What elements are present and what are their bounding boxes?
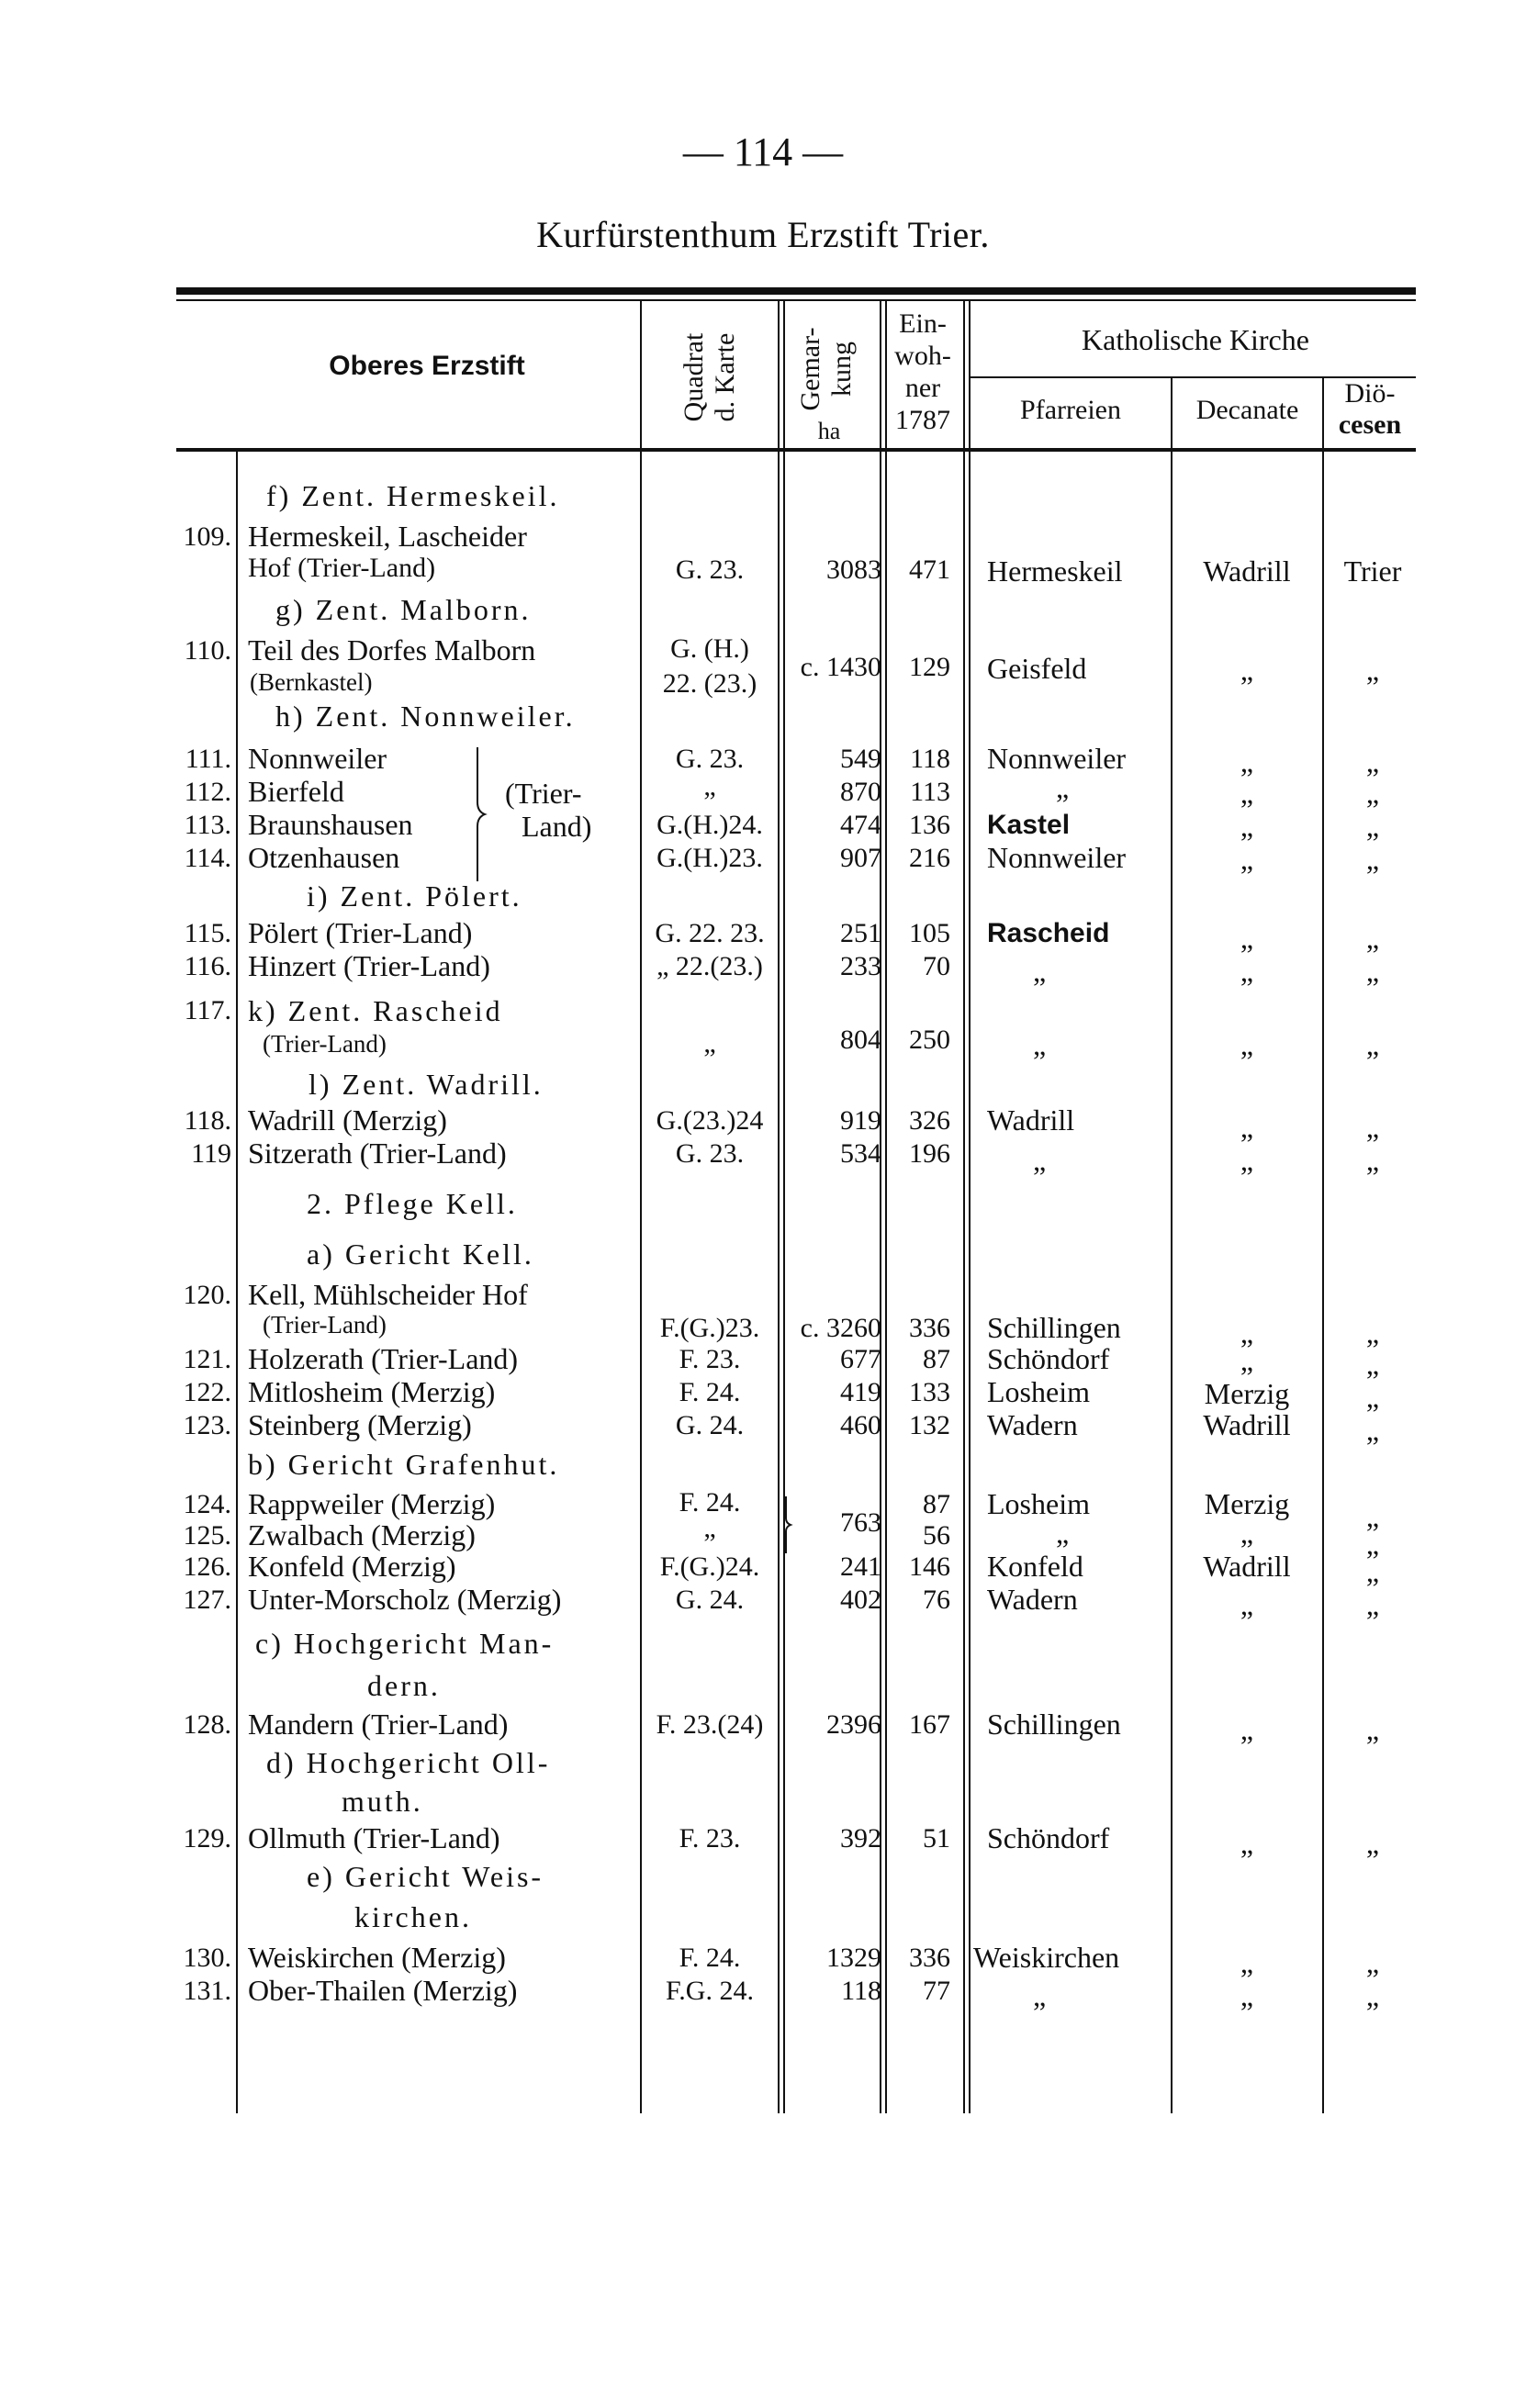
section-heading: h) Zent. Nonnweiler.: [275, 700, 576, 733]
place-name: Bierfeld: [248, 775, 344, 808]
place-name: Nonnweiler: [248, 742, 387, 775]
pfarrei-cell: Wadern: [987, 1583, 1078, 1616]
pfarrei-cell: Losheim: [987, 1375, 1090, 1408]
section-heading: dern.: [367, 1669, 441, 1702]
gemarkung-cell: 919: [840, 1105, 881, 1136]
dioecese-cell: „: [1365, 1144, 1380, 1177]
gemarkung-cell: 419: [840, 1377, 881, 1407]
header-gemarkung-line2: kung: [826, 342, 857, 397]
einwohner-cell: 56: [923, 1520, 950, 1551]
header-einwohner-line4: 1787: [895, 405, 950, 435]
quadrat-cell: G. 23.: [675, 744, 745, 774]
pfarrei-cell: Rascheid: [987, 918, 1110, 948]
quadrat-cell: G. 23.: [675, 554, 745, 585]
place-name: Teil des Dorfes Malborn: [248, 633, 536, 666]
quadrat-cell: G. 22. 23.: [655, 918, 765, 948]
page-number: — 114 —: [682, 129, 844, 174]
einwohner-cell: 87: [923, 1489, 950, 1519]
place-name: Holzerath (Trier-Land): [248, 1342, 519, 1375]
row-number: 120.: [183, 1280, 231, 1310]
header-quadrat: [679, 304, 741, 451]
place-name: Mitlosheim (Merzig): [248, 1375, 496, 1408]
header-rule-thick: [176, 287, 1416, 295]
pfarrei-cell: Nonnweiler: [987, 841, 1127, 874]
quadrat-cell: F.G. 24.: [666, 1976, 754, 2006]
header-oberes-erzstift: Oberes Erzstift: [329, 351, 525, 381]
quadrat-cell: F. 23.: [679, 1344, 741, 1374]
place-name: Pölert (Trier-Land): [248, 916, 473, 949]
einwohner-cell: 136: [909, 810, 950, 840]
pfarrei-cell: Schillingen: [987, 1311, 1121, 1344]
row-number: 109.: [183, 521, 231, 552]
row-number: 115.: [184, 918, 231, 948]
section-heading: d) Hochgericht Oll-: [266, 1746, 551, 1779]
quadrat-cell: F. 24.: [679, 1943, 741, 1973]
page-title: Kurfürstenthum Erzstift Trier.: [536, 214, 990, 255]
gemarkung-cell: 2396: [826, 1709, 881, 1740]
einwohner-cell: 76: [923, 1585, 950, 1615]
place-name: Sitzerath (Trier-Land): [248, 1137, 507, 1170]
einwohner-cell: 70: [923, 951, 950, 981]
pfarrei-cell: Geisfeld: [987, 652, 1087, 685]
header-einwohner-line1: Ein-: [899, 308, 947, 339]
gemarkung-cell: 251: [840, 918, 881, 948]
einwohner-cell: 216: [909, 843, 950, 873]
pfarrei-cell: „: [1033, 1144, 1047, 1177]
decanat-cell: Merzig: [1204, 1377, 1290, 1410]
dioecese-cell: „: [1365, 843, 1380, 876]
dioecese-cell: „: [1365, 654, 1380, 687]
pfarrei-cell: Hermeskeil: [987, 554, 1123, 588]
decanat-cell: „: [1240, 1517, 1254, 1550]
header-gemarkung-unit: ha: [817, 418, 841, 444]
row-number: 126.: [183, 1551, 231, 1582]
dioecese-cell: „: [1365, 1946, 1380, 1979]
decanat-cell: Wadrill: [1203, 554, 1291, 588]
row-number: 114.: [184, 843, 231, 873]
gemarkung-cell: 677: [840, 1344, 881, 1374]
place-name: Zwalbach (Merzig): [248, 1518, 476, 1551]
place-name: Konfeld (Merzig): [248, 1550, 456, 1583]
row-number: 123.: [183, 1410, 231, 1440]
place-district: (Trier-Land): [263, 1311, 387, 1338]
pfarrei-cell: Schöndorf: [987, 1342, 1110, 1375]
column-divider: [1322, 378, 1324, 2113]
pfarrei-cell: „: [1056, 771, 1070, 804]
gemarkung-cell: c. 3260: [800, 1313, 881, 1343]
section-heading: a) Gericht Kell.: [307, 1238, 534, 1271]
group-district-label: Land): [522, 810, 592, 843]
section-heading: c) Hochgericht Man-: [255, 1627, 555, 1660]
row-number: 130.: [183, 1943, 231, 1973]
dioecese-cell: „: [1365, 1979, 1380, 2012]
header-decanate: Decanate: [1195, 395, 1299, 425]
pfarrei-cell: „: [1033, 1028, 1047, 1061]
gemarkung-cell: 534: [840, 1138, 881, 1169]
header-dioecesen: [1324, 378, 1416, 441]
place-name: Rappweiler (Merzig): [248, 1487, 496, 1520]
place-name: Braunshausen: [248, 808, 413, 841]
header-quadrat-line2: d. Karte: [710, 332, 740, 422]
pfarrei-cell: Nonnweiler: [987, 742, 1127, 775]
decanat-cell: „: [1240, 1713, 1254, 1746]
group-district-label: (Trier-: [505, 777, 582, 810]
row-number: 128.: [183, 1709, 231, 1740]
decanat-cell: Wadrill: [1203, 1550, 1291, 1583]
dioecese-cell: Trier: [1343, 554, 1402, 588]
dioecese-cell: „: [1365, 1111, 1380, 1144]
place-name: Mandern (Trier-Land): [248, 1708, 509, 1741]
einwohner-cell: 336: [909, 1313, 950, 1343]
decanat-cell: „: [1240, 654, 1254, 687]
section-heading: b) Gericht Grafenhut.: [248, 1448, 560, 1481]
header-dioecesen-line1: Diö-: [1344, 378, 1396, 409]
row-number: 127.: [183, 1585, 231, 1615]
place-name: Hermeskeil, Lascheider: [248, 520, 527, 553]
dioecese-cell: „: [1365, 1381, 1380, 1414]
place-name: Kell, Mühlscheider Hof: [248, 1278, 528, 1311]
header-einwohner: [886, 308, 959, 436]
dioecese-cell: „: [1365, 1555, 1380, 1588]
decanat-cell: „: [1240, 1946, 1254, 1979]
section-heading: i) Zent. Pölert.: [307, 879, 522, 913]
decanat-cell: „: [1240, 955, 1254, 988]
dioecese-cell: „: [1365, 1827, 1380, 1860]
section-heading: k) Zent. Rascheid: [248, 994, 503, 1027]
column-divider: [969, 299, 971, 2113]
gemarkung-cell: 241: [840, 1551, 881, 1582]
row-number: 111.: [185, 744, 231, 774]
decanat-cell: „: [1240, 1028, 1254, 1061]
quadrat-cell: F.(G.)23.: [659, 1313, 760, 1343]
pfarrei-cell: Wadrill: [987, 1103, 1075, 1137]
gemarkung-cell: 804: [840, 1025, 881, 1055]
gemarkung-cell: 233: [840, 951, 881, 981]
decanat-cell: „: [1240, 810, 1254, 843]
quadrat-cell: „ 22.(23.): [656, 951, 763, 981]
einwohner-cell: 77: [923, 1976, 950, 2006]
quadrat-cell: F. 23.: [679, 1823, 741, 1854]
quadrat-cell: G.(H.)23.: [656, 843, 763, 873]
decanat-cell: Wadrill: [1203, 1408, 1291, 1441]
row-number: 112.: [184, 777, 231, 807]
decanat-cell: „: [1240, 777, 1254, 810]
einwohner-cell: 167: [909, 1709, 950, 1740]
section-heading: g) Zent. Malborn.: [275, 593, 532, 626]
column-divider: [1171, 378, 1173, 2113]
gemarkung-cell-group: 763: [840, 1507, 881, 1538]
einwohner-cell: 51: [923, 1823, 950, 1854]
gemarkung-cell: c. 1430: [800, 652, 881, 682]
place-name: Ober-Thailen (Merzig): [248, 1974, 518, 2007]
row-number: 131.: [183, 1976, 231, 2006]
quadrat-cell: F. 24.: [679, 1487, 741, 1518]
section-heading: kirchen.: [354, 1900, 472, 1933]
dioecese-cell: „: [1365, 1528, 1380, 1561]
place-name: Unter-Morscholz (Merzig): [248, 1583, 562, 1616]
einwohner-cell: 326: [909, 1105, 950, 1136]
einwohner-cell: 471: [909, 554, 950, 585]
place-name-cont: Hof (Trier-Land): [248, 553, 436, 583]
place-name: Wadrill (Merzig): [248, 1103, 447, 1137]
quadrat-cell: F. 23.(24): [656, 1709, 764, 1740]
row-number: 124.: [183, 1489, 231, 1519]
section-heading: l) Zent. Wadrill.: [309, 1068, 544, 1101]
quadrat-cell: G.(23.)24: [656, 1105, 764, 1136]
group-brace: [466, 745, 494, 883]
pfarrei-cell: „: [1033, 1979, 1047, 2012]
row-number: 119: [191, 1138, 231, 1169]
dioecese-cell: „: [1365, 1028, 1380, 1061]
place-name: Steinberg (Merzig): [248, 1408, 472, 1441]
dioecese-cell: „: [1365, 1713, 1380, 1746]
row-number: 122.: [183, 1377, 231, 1407]
einwohner-cell: 132: [909, 1410, 950, 1440]
section-heading: f) Zent. Hermeskeil.: [266, 479, 560, 512]
row-number: 117.: [184, 995, 231, 1025]
row-number: 118.: [184, 1105, 231, 1136]
pfarrei-cell: Weiskirchen: [973, 1941, 1120, 1974]
decanat-cell: „: [1240, 1316, 1254, 1350]
dioecese-cell: „: [1365, 745, 1380, 778]
gemarkung-cell: 549: [840, 744, 881, 774]
gemarkung-cell: 3083: [826, 554, 881, 585]
header-dioecesen-line2: cesen: [1338, 409, 1402, 440]
quadrat-cell: G. 24.: [675, 1410, 745, 1440]
pfarrei-cell: „: [1033, 955, 1047, 988]
place-district: (Bernkastel): [250, 668, 373, 696]
section-heading: e) Gericht Weis-: [307, 1860, 544, 1893]
decanat-cell: „: [1240, 843, 1254, 876]
einwohner-cell: 113: [910, 777, 950, 807]
dioecese-cell: „: [1365, 1500, 1380, 1533]
header-einwohner-line2: woh-: [894, 341, 951, 371]
pfarrei-cell: Konfeld: [987, 1550, 1083, 1583]
dioecese-cell: „: [1365, 922, 1380, 955]
quadrat-cell: G. 23.: [675, 1138, 745, 1169]
decanat-cell: „: [1240, 1144, 1254, 1177]
decanat-cell: „: [1240, 1827, 1254, 1860]
gemarkung-cell: 460: [840, 1410, 881, 1440]
quadrat-cell-cont: 22. (23.): [662, 668, 757, 699]
gemarkung-cell: 402: [840, 1585, 881, 1615]
quadrat-cell: G. (H.): [670, 633, 749, 664]
place-name: Weiskirchen (Merzig): [248, 1941, 506, 1974]
place-name: Otzenhausen: [248, 841, 400, 874]
gemarkung-cell: 870: [840, 777, 881, 807]
einwohner-cell: 146: [909, 1551, 950, 1582]
einwohner-cell: 250: [909, 1025, 950, 1055]
einwohner-cell: 133: [909, 1377, 950, 1407]
decanat-cell: Merzig: [1204, 1487, 1290, 1520]
decanat-cell: „: [1240, 745, 1254, 778]
pfarrei-cell: Wadern: [987, 1408, 1078, 1441]
dioecese-cell: „: [1365, 1414, 1380, 1447]
header-quadrat-line1: Quadrat: [679, 332, 709, 422]
dioecese-cell: „: [1365, 810, 1380, 843]
decanat-cell: „: [1240, 1588, 1254, 1621]
einwohner-cell: 129: [909, 652, 950, 682]
quadrat-cell: G. 24.: [675, 1585, 745, 1615]
row-number: 113.: [184, 810, 231, 840]
einwohner-cell: 105: [909, 918, 950, 948]
pfarrei-cell: Losheim: [987, 1487, 1090, 1520]
gemarkung-cell: 118: [841, 1976, 881, 2006]
quadrat-cell: F.(G.)24.: [659, 1551, 760, 1582]
quadrat-cell: G.(H.)24.: [656, 810, 763, 840]
pfarrei-cell: Schöndorf: [987, 1821, 1110, 1854]
einwohner-cell: 196: [909, 1138, 950, 1169]
header-katholische-kirche: Katholische Kirche: [1082, 323, 1309, 356]
place-name: Hinzert (Trier-Land): [248, 949, 490, 982]
row-number: 125.: [183, 1520, 231, 1551]
column-divider: [963, 299, 965, 2113]
decanat-cell: „: [1240, 1979, 1254, 2012]
dioecese-cell: „: [1365, 1316, 1380, 1350]
row-number: 129.: [183, 1823, 231, 1854]
dioecese-cell: „: [1365, 1348, 1380, 1381]
pfarrei-cell: Kastel: [987, 810, 1071, 840]
quadrat-cell: F. 24.: [679, 1377, 741, 1407]
row-number: 116.: [184, 951, 231, 981]
gemarkung-cell: 392: [840, 1823, 881, 1854]
decanat-cell: „: [1240, 1344, 1254, 1377]
section-subheading: (Trier-Land): [263, 1030, 387, 1058]
einwohner-cell: 118: [910, 744, 950, 774]
row-number: 110.: [184, 635, 231, 666]
quadrat-cell: „: [703, 771, 716, 801]
decanat-cell: „: [1240, 1111, 1254, 1144]
column-divider: [236, 452, 238, 2113]
header-gemarkung: [795, 305, 858, 433]
header-bottom-rule: [176, 448, 1416, 452]
header-pfarreien: Pfarreien: [1020, 395, 1121, 425]
header-einwohner-line3: ner: [904, 373, 941, 403]
row-number: 121.: [183, 1344, 231, 1374]
quadrat-cell: „: [703, 1028, 716, 1058]
header-gemarkung-line1: Gemar-: [795, 327, 825, 411]
dioecese-cell: „: [1365, 1588, 1380, 1621]
gemarkung-cell: 474: [840, 810, 881, 840]
quadrat-cell: „: [703, 1513, 716, 1543]
gemarkung-cell: 907: [840, 843, 881, 873]
pfarrei-cell: „: [1056, 1517, 1070, 1550]
dioecese-cell: „: [1365, 777, 1380, 810]
header-rule-thin: [176, 299, 1416, 301]
place-name: Ollmuth (Trier-Land): [248, 1821, 500, 1854]
einwohner-cell: 87: [923, 1344, 950, 1374]
section-heading: 2. Pflege Kell.: [307, 1187, 518, 1220]
dioecese-cell: „: [1365, 955, 1380, 988]
einwohner-cell: 336: [909, 1943, 950, 1973]
decanat-cell: „: [1240, 922, 1254, 955]
pfarrei-cell: Schillingen: [987, 1708, 1121, 1741]
gemarkung-cell: 1329: [826, 1943, 881, 1973]
section-heading: muth.: [342, 1785, 423, 1818]
